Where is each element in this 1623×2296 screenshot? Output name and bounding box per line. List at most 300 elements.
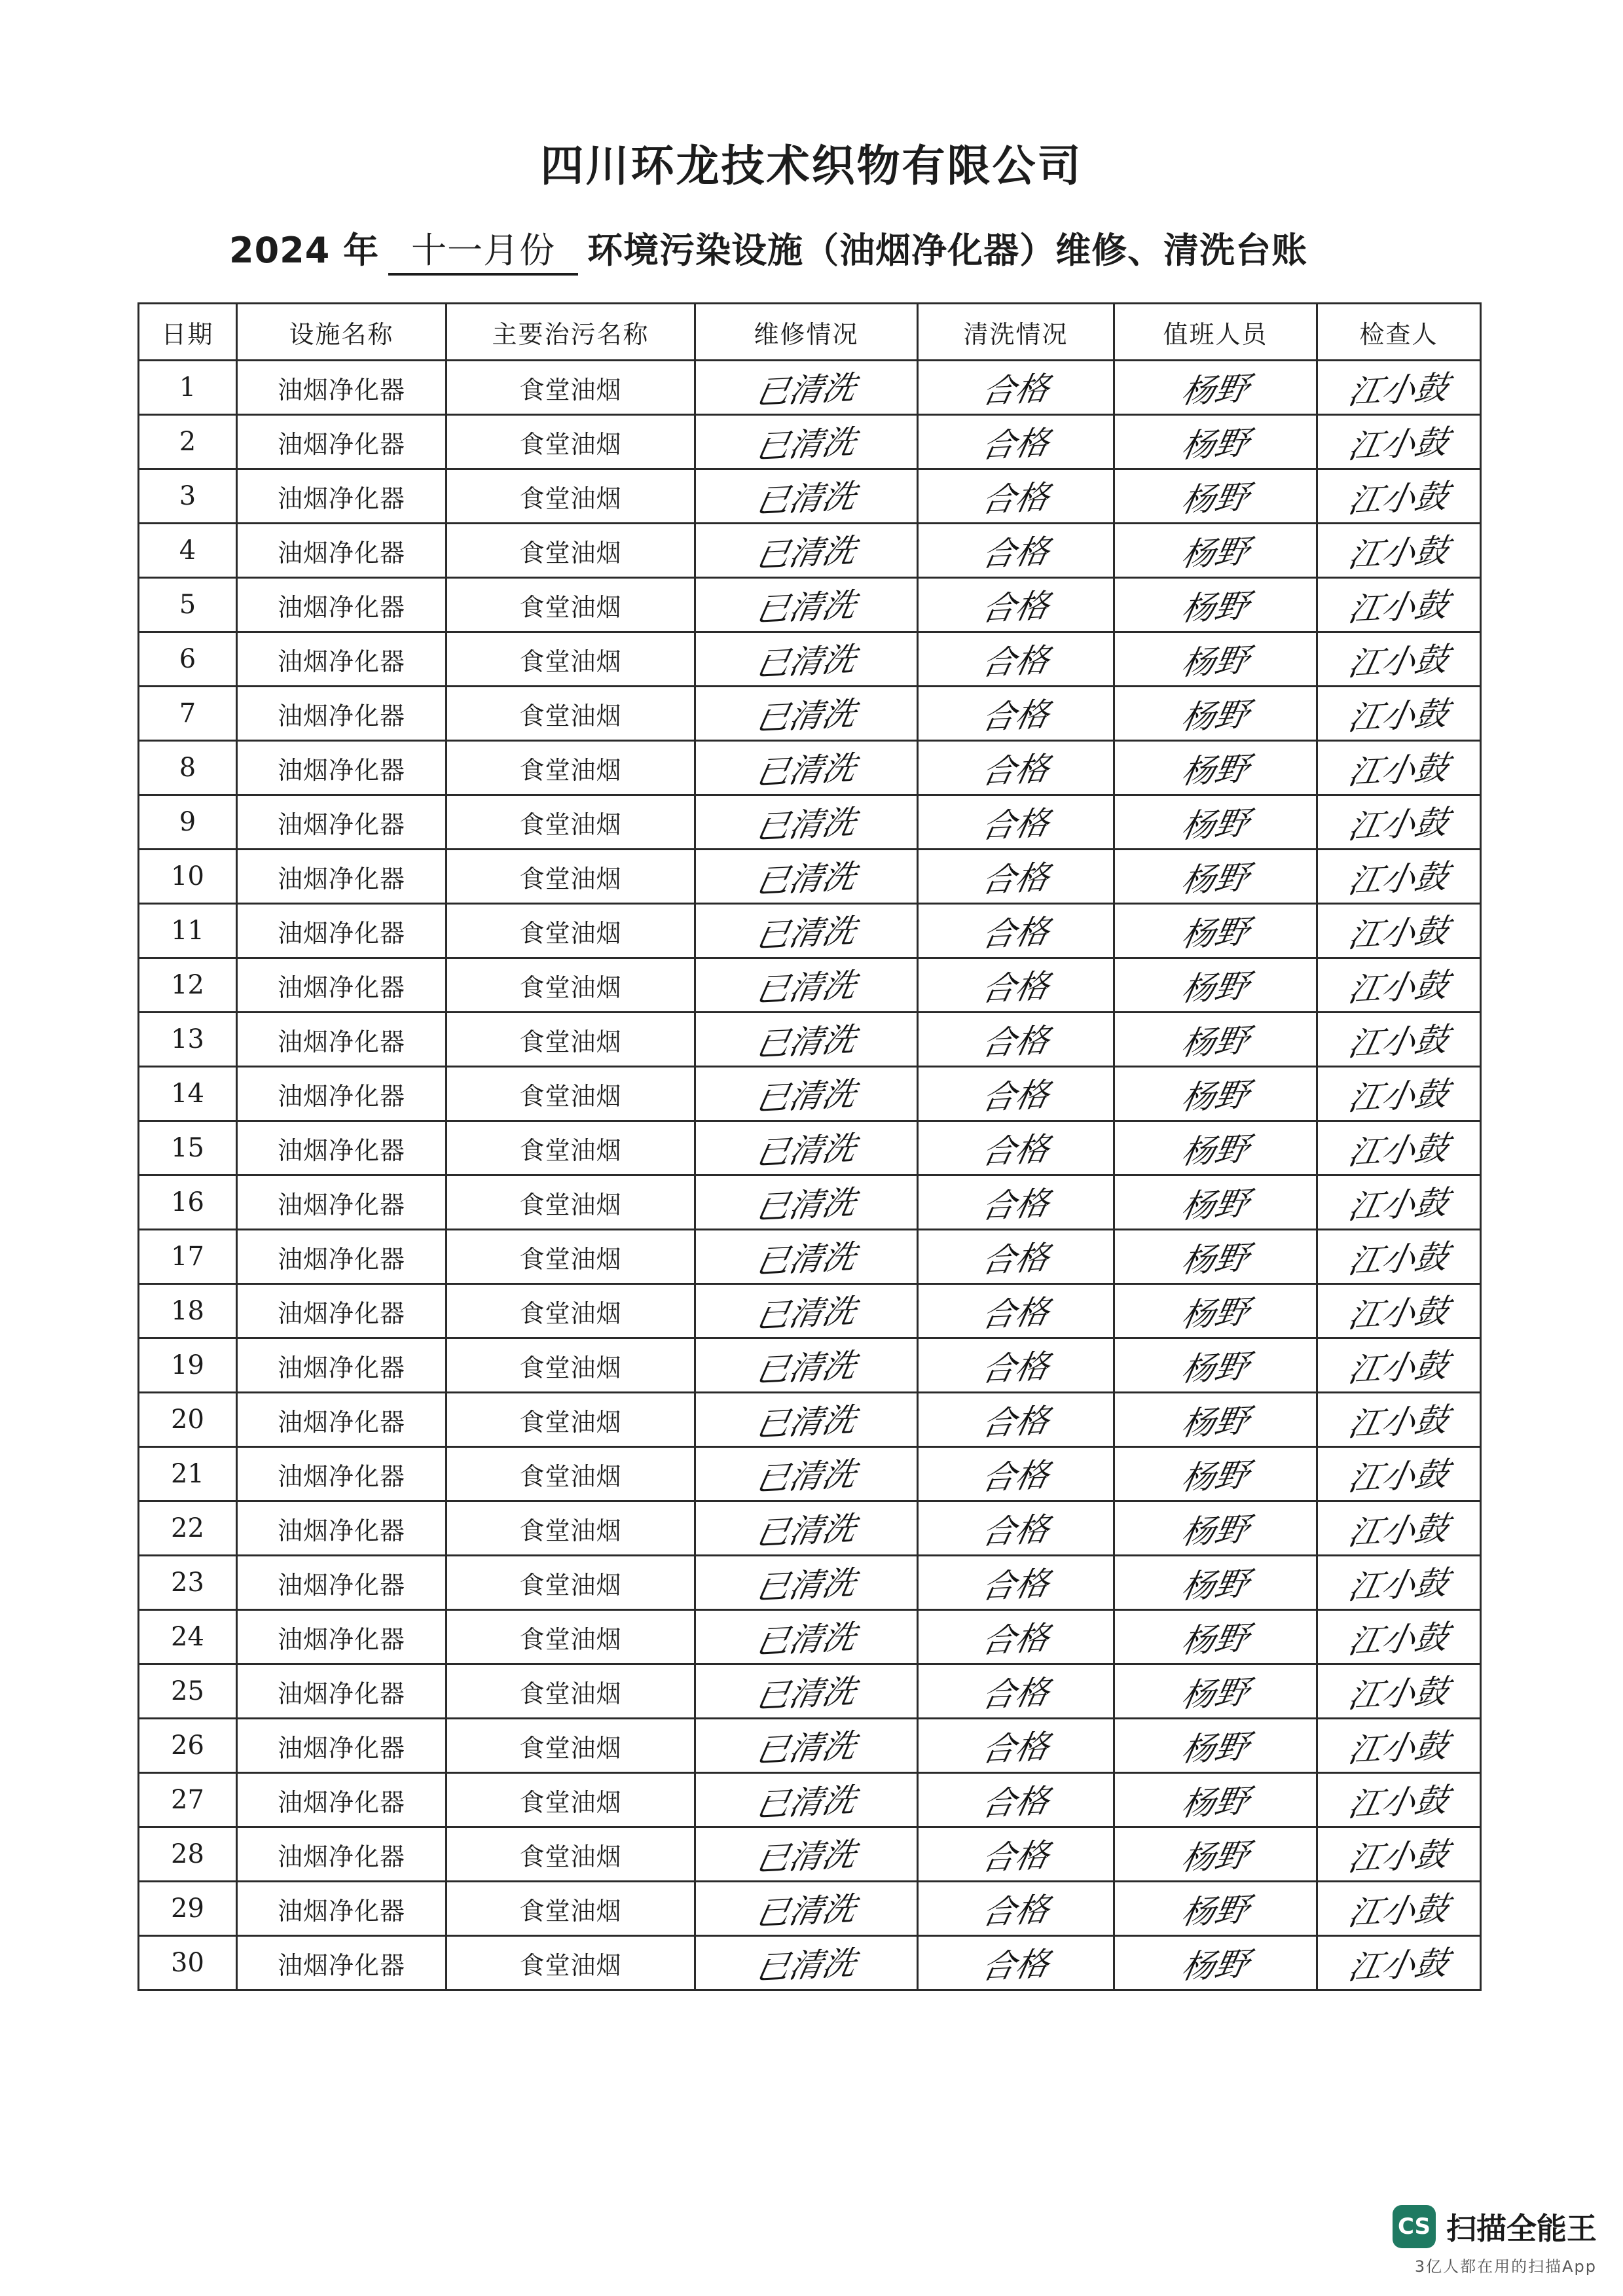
- date-cell: 5: [139, 578, 237, 632]
- duty-signature-text: 杨野: [1178, 912, 1252, 954]
- inspector-signature-text: 江小鼓: [1345, 1944, 1452, 1987]
- facility-cell: 油烟净化器: [237, 850, 447, 904]
- facility-cell: 油烟净化器: [237, 1610, 447, 1664]
- duty-signature-text: 杨野: [1178, 1619, 1252, 1660]
- cleaning-cell-text: 合格: [978, 1184, 1053, 1226]
- date-cell: 18: [139, 1284, 237, 1338]
- repair-cell-text: 已清洗: [752, 1401, 860, 1444]
- cleaning-cell: [918, 1936, 1114, 1990]
- facility-cell: 油烟净化器: [237, 1827, 447, 1882]
- table-row: [139, 361, 1481, 415]
- table-row: [139, 1067, 1481, 1121]
- facility-cell: 油烟净化器: [237, 687, 447, 741]
- cleaning-cell-text: 合格: [978, 1238, 1053, 1280]
- cleaning-cell: [918, 1013, 1114, 1067]
- cleaning-cell: [918, 1556, 1114, 1610]
- inspector-signature: [1317, 1501, 1481, 1556]
- repair-cell: [695, 1338, 918, 1393]
- pollutant-cell: 食堂油烟: [447, 1230, 695, 1284]
- duty-signature-text: 杨野: [1178, 804, 1252, 846]
- repair-cell: [695, 741, 918, 795]
- inspector-signature-text: 江小鼓: [1345, 1727, 1452, 1770]
- date-cell: 9: [139, 795, 237, 850]
- duty-signature-text: 杨野: [1178, 423, 1252, 465]
- duty-signature: [1114, 1773, 1317, 1827]
- inspector-signature-text: 江小鼓: [1345, 966, 1452, 1009]
- date-cell: 2: [139, 415, 237, 469]
- duty-signature: [1114, 795, 1317, 850]
- repair-cell-text: 已清洗: [752, 1890, 860, 1933]
- cleaning-cell: [918, 578, 1114, 632]
- ledger-subtitle: [229, 223, 1307, 276]
- facility-cell: 油烟净化器: [237, 578, 447, 632]
- pollutant-cell: 食堂油烟: [447, 1175, 695, 1230]
- inspector-signature: [1317, 1175, 1481, 1230]
- facility-cell: 油烟净化器: [237, 1338, 447, 1393]
- repair-cell-text: 已清洗: [752, 640, 860, 683]
- inspector-signature: [1317, 1013, 1481, 1067]
- duty-signature-text: 杨野: [1178, 1727, 1252, 1769]
- date-cell: 12: [139, 958, 237, 1013]
- duty-signature: [1114, 361, 1317, 415]
- cleaning-cell: [918, 469, 1114, 524]
- cleaning-cell-text: 合格: [978, 1293, 1053, 1335]
- inspector-signature-text: 江小鼓: [1345, 912, 1452, 955]
- inspector-signature: [1317, 1882, 1481, 1936]
- repair-cell-text: 已清洗: [752, 1564, 860, 1607]
- date-cell: 1: [139, 361, 237, 415]
- inspector-signature-text: 江小鼓: [1345, 1401, 1452, 1444]
- duty-signature: [1114, 1284, 1317, 1338]
- date-cell: 20: [139, 1393, 237, 1447]
- duty-signature: [1114, 687, 1317, 741]
- cleaning-cell-text: 合格: [978, 423, 1053, 465]
- repair-cell: [695, 578, 918, 632]
- pollutant-cell: 食堂油烟: [447, 1121, 695, 1175]
- repair-cell: [695, 850, 918, 904]
- repair-cell: [695, 1882, 918, 1936]
- table-row: [139, 1447, 1481, 1501]
- table-row: [139, 1338, 1481, 1393]
- facility-cell: 油烟净化器: [237, 1556, 447, 1610]
- duty-signature: [1114, 524, 1317, 578]
- inspector-signature: [1317, 632, 1481, 687]
- repair-cell-text: 已清洗: [752, 1020, 860, 1064]
- cleaning-cell-text: 合格: [978, 586, 1053, 628]
- duty-signature-text: 杨野: [1178, 1564, 1252, 1606]
- duty-signature: [1114, 904, 1317, 958]
- facility-cell: 油烟净化器: [237, 1121, 447, 1175]
- inspector-signature-text: 江小鼓: [1345, 1509, 1452, 1552]
- inspector-signature-text: 江小鼓: [1345, 1238, 1452, 1281]
- date-cell: 17: [139, 1230, 237, 1284]
- cleaning-cell-text: 合格: [978, 749, 1053, 791]
- repair-cell: [695, 1827, 918, 1882]
- duty-signature-text: 杨野: [1178, 369, 1252, 411]
- duty-signature-text: 杨野: [1178, 1890, 1252, 1932]
- repair-cell: [695, 632, 918, 687]
- inspector-signature-text: 江小鼓: [1345, 586, 1452, 629]
- cleaning-cell-text: 合格: [978, 478, 1053, 520]
- inspector-signature-text: 江小鼓: [1345, 1183, 1452, 1227]
- facility-cell: 油烟净化器: [237, 1175, 447, 1230]
- inspector-signature: [1317, 1447, 1481, 1501]
- inspector-signature: [1317, 1556, 1481, 1610]
- table-row: [139, 1610, 1481, 1664]
- inspector-signature-text: 江小鼓: [1345, 1129, 1452, 1172]
- table-row: [139, 1556, 1481, 1610]
- inspector-signature: [1317, 1936, 1481, 1990]
- table-row: [139, 850, 1481, 904]
- cleaning-cell-text: 合格: [978, 1619, 1053, 1660]
- inspector-signature: [1317, 1284, 1481, 1338]
- duty-signature-text: 杨野: [1178, 1945, 1252, 1986]
- pollutant-cell: 食堂油烟: [447, 361, 695, 415]
- inspector-signature-text: 江小鼓: [1345, 1618, 1452, 1661]
- date-cell: 10: [139, 850, 237, 904]
- pollutant-cell: 食堂油烟: [447, 1719, 695, 1773]
- pollutant-cell: 食堂油烟: [447, 578, 695, 632]
- cleaning-cell: [918, 904, 1114, 958]
- duty-signature: [1114, 1447, 1317, 1501]
- inspector-signature: [1317, 741, 1481, 795]
- repair-cell-text: 已清洗: [752, 531, 860, 575]
- duty-signature-text: 杨野: [1178, 1021, 1252, 1063]
- duty-signature: [1114, 850, 1317, 904]
- inspector-signature-text: 江小鼓: [1345, 531, 1452, 575]
- repair-cell-text: 已清洗: [752, 749, 860, 792]
- inspector-signature: [1317, 1827, 1481, 1882]
- duty-signature: [1114, 1067, 1317, 1121]
- pollutant-cell: 食堂油烟: [447, 850, 695, 904]
- duty-signature-text: 杨野: [1178, 532, 1252, 574]
- year-label: 2024 年: [229, 230, 380, 271]
- facility-cell: 油烟净化器: [237, 1936, 447, 1990]
- repair-cell-text: 已清洗: [752, 1346, 860, 1390]
- repair-cell-text: 已清洗: [752, 1835, 860, 1878]
- pollutant-cell: 食堂油烟: [447, 1610, 695, 1664]
- date-cell: 28: [139, 1827, 237, 1882]
- date-cell: 26: [139, 1719, 237, 1773]
- facility-cell: 油烟净化器: [237, 1664, 447, 1719]
- facility-cell: 油烟净化器: [237, 524, 447, 578]
- cleaning-cell: [918, 1230, 1114, 1284]
- cleaning-cell: [918, 361, 1114, 415]
- duty-signature-text: 杨野: [1178, 1673, 1252, 1715]
- duty-signature-text: 杨野: [1178, 1836, 1252, 1878]
- date-cell: 11: [139, 904, 237, 958]
- company-title: 四川环龙技术织物有限公司: [540, 141, 1083, 191]
- inspector-signature: [1317, 1773, 1481, 1827]
- repair-cell: [695, 1393, 918, 1447]
- watermark-name: 扫描全能王: [1446, 2211, 1597, 2246]
- cleaning-cell-text: 合格: [978, 1945, 1053, 1986]
- inspector-signature-text: 江小鼓: [1345, 1346, 1452, 1390]
- cleaning-cell: [918, 1773, 1114, 1827]
- duty-signature-text: 杨野: [1178, 1347, 1252, 1389]
- cleaning-cell: [918, 1501, 1114, 1556]
- repair-cell: [695, 1936, 918, 1990]
- pollutant-cell: 食堂油烟: [447, 524, 695, 578]
- facility-cell: 油烟净化器: [237, 469, 447, 524]
- pollutant-cell: 食堂油烟: [447, 415, 695, 469]
- watermark-tagline: 3亿人都在用的扫描App: [1414, 2257, 1597, 2276]
- date-cell: 4: [139, 524, 237, 578]
- duty-signature: [1114, 1175, 1317, 1230]
- duty-signature: [1114, 1936, 1317, 1990]
- cleaning-cell-text: 合格: [978, 1890, 1053, 1932]
- header-cleaning: 清洗情况: [918, 304, 1114, 361]
- table-row: [139, 1013, 1481, 1067]
- repair-cell-text: 已清洗: [752, 1075, 860, 1118]
- cleaning-cell-text: 合格: [978, 1673, 1053, 1715]
- repair-cell-text: 已清洗: [752, 1672, 860, 1715]
- inspector-signature: [1317, 687, 1481, 741]
- cleaning-cell: [918, 1827, 1114, 1882]
- cleaning-cell-text: 合格: [978, 1727, 1053, 1769]
- repair-cell-text: 已清洗: [752, 966, 860, 1009]
- duty-signature-text: 杨野: [1178, 1293, 1252, 1335]
- duty-signature: [1114, 1664, 1317, 1719]
- inspector-signature: [1317, 1121, 1481, 1175]
- cleaning-cell-text: 合格: [978, 858, 1053, 900]
- cleaning-cell: [918, 741, 1114, 795]
- date-cell: 23: [139, 1556, 237, 1610]
- repair-cell-text: 已清洗: [752, 694, 860, 738]
- table-row: [139, 687, 1481, 741]
- inspector-signature: [1317, 524, 1481, 578]
- cleaning-cell-text: 合格: [978, 967, 1053, 1009]
- duty-signature: [1114, 1556, 1317, 1610]
- repair-cell: [695, 1719, 918, 1773]
- duty-signature: [1114, 741, 1317, 795]
- date-cell: 6: [139, 632, 237, 687]
- pollutant-cell: 食堂油烟: [447, 958, 695, 1013]
- inspector-signature: [1317, 361, 1481, 415]
- duty-signature-text: 杨野: [1178, 478, 1252, 520]
- date-cell: 3: [139, 469, 237, 524]
- table-row: [139, 1664, 1481, 1719]
- date-cell: 27: [139, 1773, 237, 1827]
- table-row: [139, 958, 1481, 1013]
- repair-cell: [695, 469, 918, 524]
- table-row: [139, 1230, 1481, 1284]
- inspector-signature-text: 江小鼓: [1345, 857, 1452, 901]
- duty-signature: [1114, 632, 1317, 687]
- watermark-row: [1393, 2205, 1597, 2248]
- pollutant-cell: 食堂油烟: [447, 1556, 695, 1610]
- repair-cell: [695, 1013, 918, 1067]
- inspector-signature: [1317, 1610, 1481, 1664]
- cleaning-cell-text: 合格: [978, 369, 1053, 411]
- cleaning-cell-text: 合格: [978, 532, 1053, 574]
- camscanner-logo-icon: CS: [1393, 2205, 1436, 2248]
- table-row: [139, 1284, 1481, 1338]
- repair-cell-text: 已清洗: [752, 1183, 860, 1227]
- inspector-signature-text: 江小鼓: [1345, 477, 1452, 520]
- repair-cell-text: 已清洗: [752, 368, 860, 412]
- facility-cell: 油烟净化器: [237, 1773, 447, 1827]
- facility-cell: 油烟净化器: [237, 741, 447, 795]
- date-cell: 29: [139, 1882, 237, 1936]
- date-cell: 16: [139, 1175, 237, 1230]
- date-cell: 8: [139, 741, 237, 795]
- inspector-signature-text: 江小鼓: [1345, 749, 1452, 792]
- duty-signature-text: 杨野: [1178, 858, 1252, 900]
- repair-cell: [695, 1447, 918, 1501]
- inspector-signature: [1317, 1719, 1481, 1773]
- duty-signature-text: 杨野: [1178, 586, 1252, 628]
- table-row: [139, 795, 1481, 850]
- pollutant-cell: 食堂油烟: [447, 1447, 695, 1501]
- facility-cell: 油烟净化器: [237, 904, 447, 958]
- duty-signature-text: 杨野: [1178, 1456, 1252, 1498]
- inspector-signature-text: 江小鼓: [1345, 1292, 1452, 1335]
- cleaning-cell-text: 合格: [978, 695, 1053, 737]
- cleaning-cell: [918, 1882, 1114, 1936]
- cleaning-cell-text: 合格: [978, 1021, 1053, 1063]
- inspector-signature: [1317, 850, 1481, 904]
- inspector-signature: [1317, 1230, 1481, 1284]
- scanner-watermark: [1393, 2205, 1597, 2276]
- facility-cell: 油烟净化器: [237, 1719, 447, 1773]
- ledger-title: 环境污染设施（油烟净化器）维修、清洗台账: [587, 230, 1308, 271]
- inspector-signature: [1317, 904, 1481, 958]
- repair-cell: [695, 415, 918, 469]
- repair-cell-text: 已清洗: [752, 1618, 860, 1661]
- date-cell: 22: [139, 1501, 237, 1556]
- duty-signature-text: 杨野: [1178, 1184, 1252, 1226]
- duty-signature: [1114, 1393, 1317, 1447]
- repair-cell-text: 已清洗: [752, 1509, 860, 1552]
- duty-signature: [1114, 1882, 1317, 1936]
- date-cell: 25: [139, 1664, 237, 1719]
- duty-signature-text: 杨野: [1178, 695, 1252, 737]
- inspector-signature-text: 江小鼓: [1345, 694, 1452, 738]
- duty-signature: [1114, 578, 1317, 632]
- cleaning-cell: [918, 687, 1114, 741]
- cleaning-cell: [918, 415, 1114, 469]
- repair-cell-text: 已清洗: [752, 1129, 860, 1172]
- duty-signature-text: 杨野: [1178, 1782, 1252, 1823]
- ledger-body: [139, 361, 1481, 1990]
- date-cell: 13: [139, 1013, 237, 1067]
- date-cell: 24: [139, 1610, 237, 1664]
- cleaning-cell: [918, 958, 1114, 1013]
- inspector-signature-text: 江小鼓: [1345, 1672, 1452, 1715]
- pollutant-cell: 食堂油烟: [447, 1882, 695, 1936]
- table-row: [139, 524, 1481, 578]
- repair-cell: [695, 1773, 918, 1827]
- repair-cell: [695, 1610, 918, 1664]
- cleaning-cell-text: 合格: [978, 1401, 1053, 1443]
- inspector-signature-text: 江小鼓: [1345, 1564, 1452, 1607]
- cleaning-cell-text: 合格: [978, 1456, 1053, 1498]
- pollutant-cell: 食堂油烟: [447, 469, 695, 524]
- cleaning-cell-text: 合格: [978, 641, 1053, 683]
- facility-cell: 油烟净化器: [237, 1230, 447, 1284]
- table-row: [139, 1882, 1481, 1936]
- cleaning-cell-text: 合格: [978, 1564, 1053, 1606]
- repair-cell: [695, 524, 918, 578]
- inspector-signature-text: 江小鼓: [1345, 1455, 1452, 1498]
- pollutant-cell: 食堂油烟: [447, 632, 695, 687]
- pollutant-cell: 食堂油烟: [447, 1284, 695, 1338]
- cleaning-cell-text: 合格: [978, 804, 1053, 846]
- pollutant-cell: 食堂油烟: [447, 1773, 695, 1827]
- inspector-signature: [1317, 795, 1481, 850]
- pollutant-cell: 食堂油烟: [447, 1338, 695, 1393]
- cleaning-cell: [918, 1338, 1114, 1393]
- duty-signature-text: 杨野: [1178, 1130, 1252, 1172]
- pollutant-cell: 食堂油烟: [447, 1393, 695, 1447]
- repair-cell-text: 已清洗: [752, 1238, 860, 1281]
- header-facility: 设施名称: [237, 304, 447, 361]
- duty-signature: [1114, 1610, 1317, 1664]
- date-cell: 21: [139, 1447, 237, 1501]
- table-row: [139, 578, 1481, 632]
- duty-signature: [1114, 1719, 1317, 1773]
- inspector-signature: [1317, 1067, 1481, 1121]
- header-inspector: 检查人: [1317, 304, 1481, 361]
- facility-cell: 油烟净化器: [237, 958, 447, 1013]
- facility-cell: 油烟净化器: [237, 1067, 447, 1121]
- duty-signature: [1114, 1230, 1317, 1284]
- inspector-signature-text: 江小鼓: [1345, 1020, 1452, 1064]
- duty-signature: [1114, 1013, 1317, 1067]
- ledger-table: [137, 302, 1482, 1991]
- duty-signature-text: 杨野: [1178, 641, 1252, 683]
- repair-cell: [695, 958, 918, 1013]
- duty-signature: [1114, 1827, 1317, 1882]
- date-cell: 19: [139, 1338, 237, 1393]
- repair-cell-text: 已清洗: [752, 423, 860, 466]
- cleaning-cell: [918, 1284, 1114, 1338]
- repair-cell-text: 已清洗: [752, 586, 860, 629]
- repair-cell: [695, 1230, 918, 1284]
- table-row: [139, 1936, 1481, 1990]
- pollutant-cell: 食堂油烟: [447, 1664, 695, 1719]
- repair-cell-text: 已清洗: [752, 857, 860, 901]
- repair-cell: [695, 1284, 918, 1338]
- facility-cell: 油烟净化器: [237, 361, 447, 415]
- cleaning-cell: [918, 1664, 1114, 1719]
- repair-cell-text: 已清洗: [752, 1781, 860, 1824]
- facility-cell: 油烟净化器: [237, 415, 447, 469]
- facility-cell: 油烟净化器: [237, 1501, 447, 1556]
- duty-signature-text: 杨野: [1178, 1401, 1252, 1443]
- facility-cell: 油烟净化器: [237, 1284, 447, 1338]
- pollutant-cell: 食堂油烟: [447, 741, 695, 795]
- inspector-signature: [1317, 1393, 1481, 1447]
- cleaning-cell: [918, 1175, 1114, 1230]
- repair-cell: [695, 1067, 918, 1121]
- cleaning-cell: [918, 1610, 1114, 1664]
- inspector-signature: [1317, 469, 1481, 524]
- repair-cell-text: 已清洗: [752, 477, 860, 520]
- inspector-signature-text: 江小鼓: [1345, 423, 1452, 466]
- duty-signature-text: 杨野: [1178, 967, 1252, 1009]
- cleaning-cell-text: 合格: [978, 1130, 1053, 1172]
- repair-cell: [695, 1501, 918, 1556]
- pollutant-cell: 食堂油烟: [447, 1936, 695, 1990]
- repair-cell: [695, 687, 918, 741]
- pollutant-cell: 食堂油烟: [447, 1501, 695, 1556]
- duty-signature-text: 杨野: [1178, 1510, 1252, 1552]
- inspector-signature: [1317, 958, 1481, 1013]
- cleaning-cell-text: 合格: [978, 1510, 1053, 1552]
- table-row: [139, 1827, 1481, 1882]
